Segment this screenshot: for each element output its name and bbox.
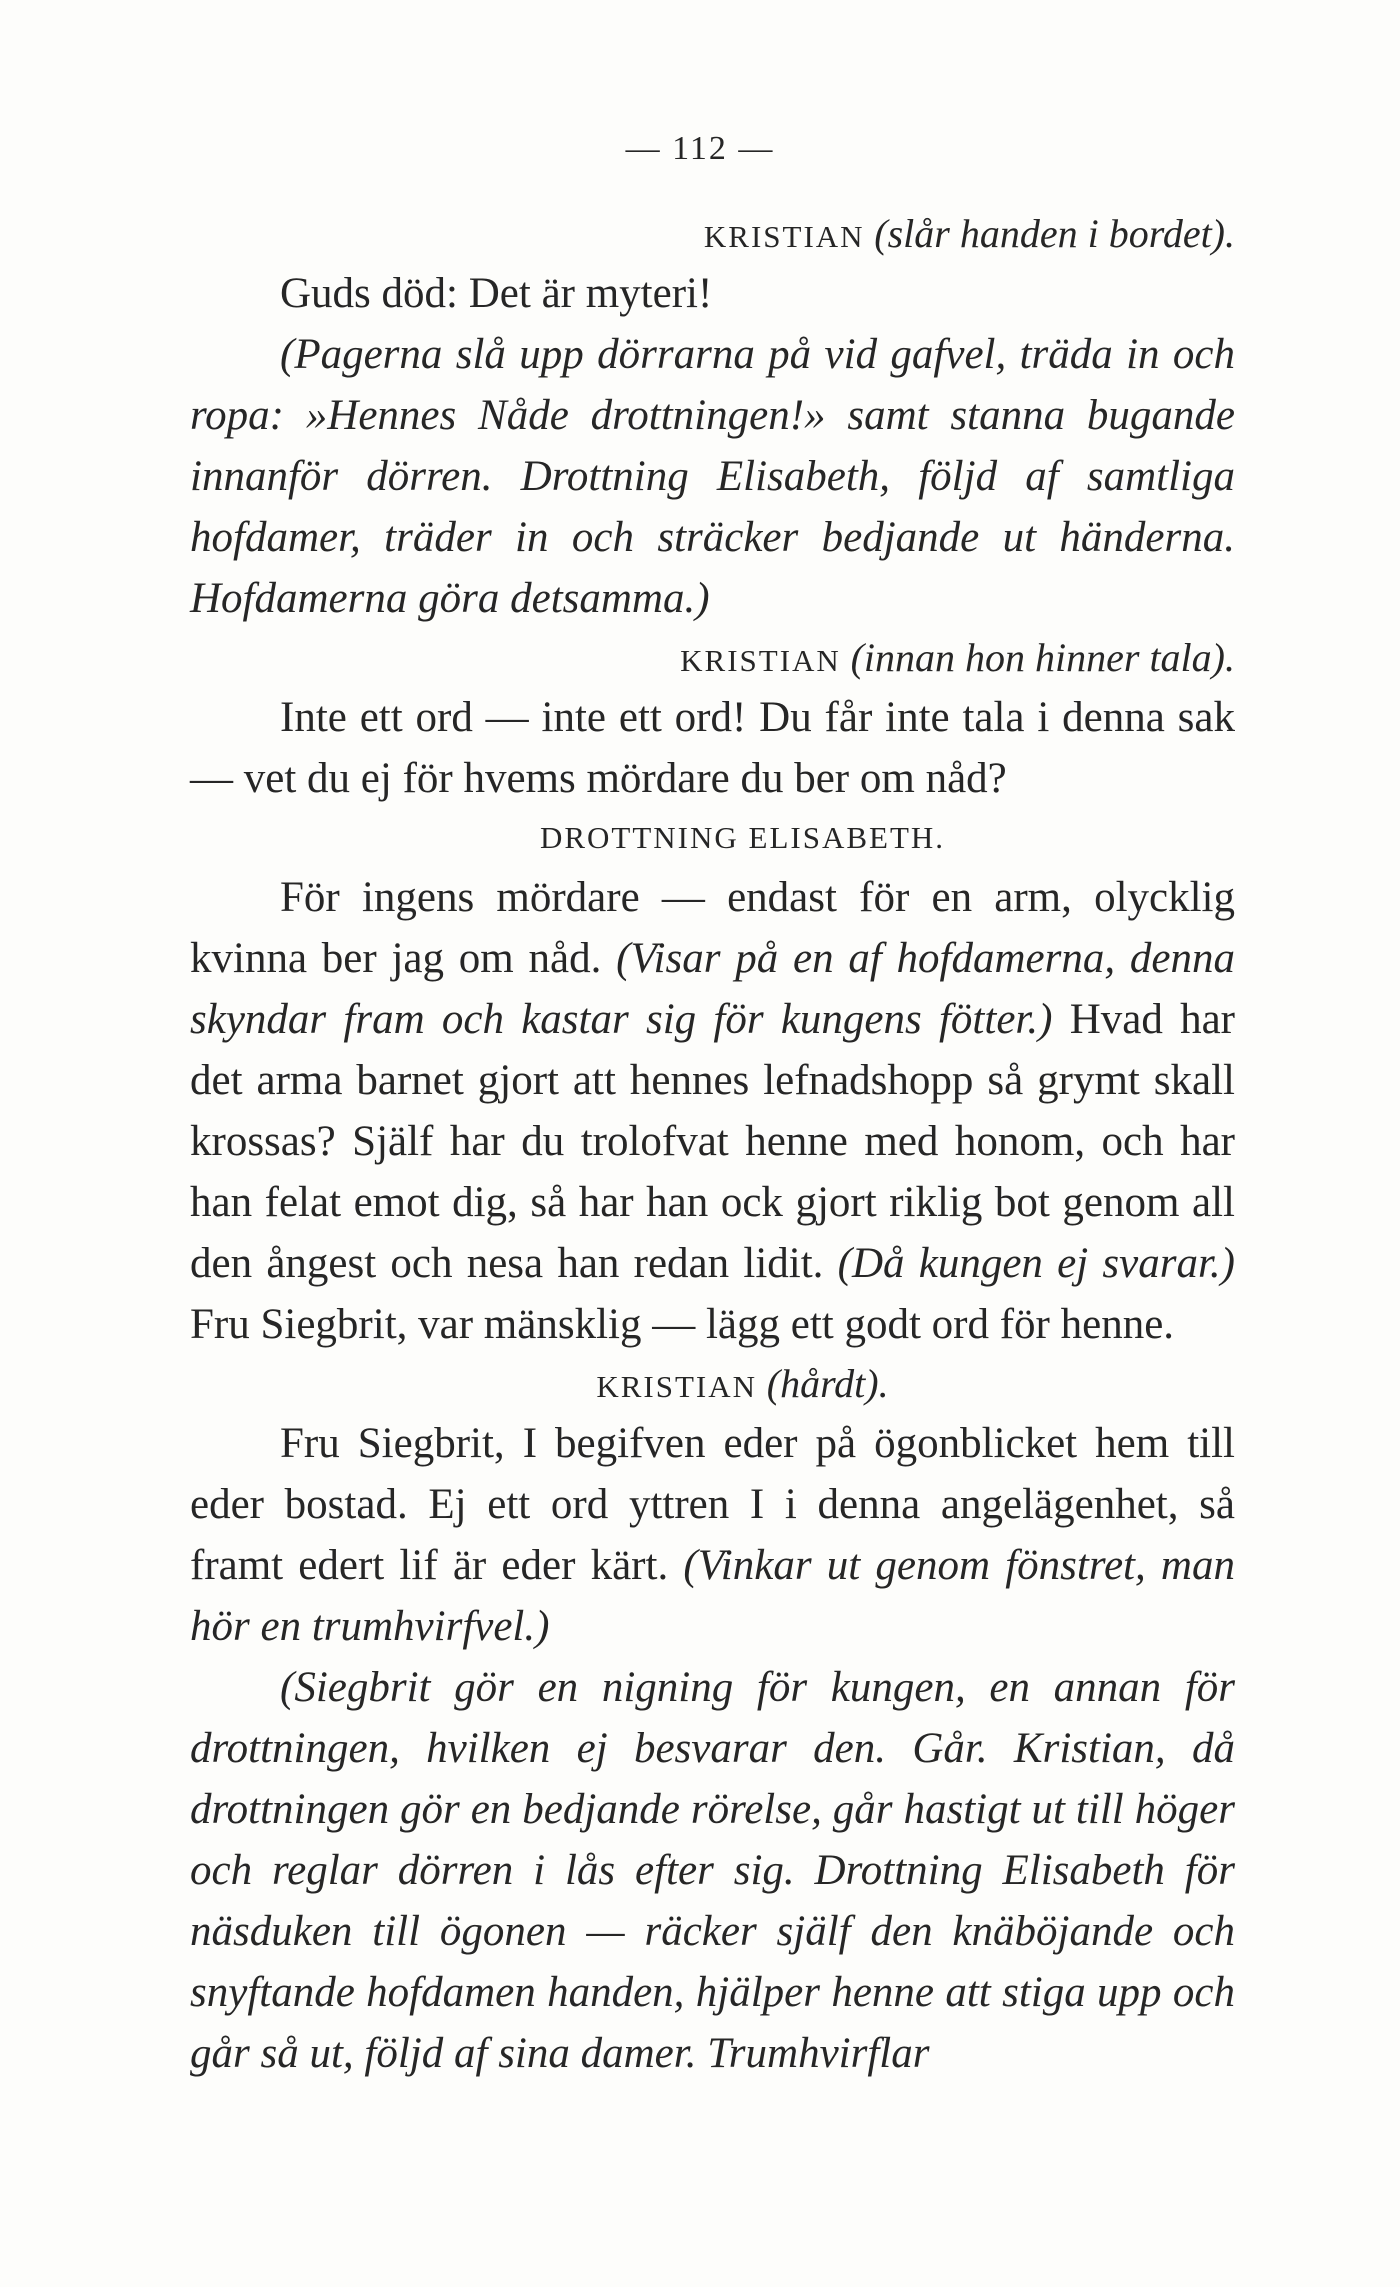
dialogue-text: Fru Siegbrit, I begifven eder på ögonblicket hem till eder bostad. Ej ett ord yttren I i denna angelägenhet, så framt edert lif är eder kärt. xyxy=(190,1420,1235,1589)
stage-direction: (Vinkar ut genom fönstret, man hör en trumhvirfvel.) xyxy=(190,1542,1235,1650)
speaker-heading-kristian-3 xyxy=(190,1355,1235,1413)
dialogue-text: För ingens mördare — endast för en arm, olycklig kvinna ber jag om nåd. xyxy=(190,874,1235,982)
dialogue-paragraph xyxy=(190,867,1235,1355)
stage-direction: (Visar på en af hofdamerna, denna skyndar fram och kastar sig för kungens fötter.) xyxy=(190,935,1235,1043)
speaker-heading-kristian-2 xyxy=(190,629,1235,687)
stage-direction-paragraph: (Siegbrit gör en nigning för kungen, en annan för drottningen, hvilken ej besvarar den. Går. Kristian, då drottningen gör en bedjande rörelse, går hastigt ut till höger och reglar dörren i lås efter sig. Drottning Elisabeth för näsduken till ögonen — räcker själf den knäböjande och snyftande hofdamen handen, hjälper henne att stiga upp och går så ut, följd af sina damer. Trumhvirflar xyxy=(190,1664,1235,2077)
page-number: — 112 — xyxy=(625,130,775,167)
speaker-heading-kristian-1 xyxy=(190,205,1235,263)
dialogue-text: Hvad har det arma barnet gjort att hennes lefnadshopp så grymt skall krossas? Själf har du trolofvat henne med honom, och har han felat emot dig, så har han ock gjort riklig bot genom all den ångest och nesa han redan lidit. xyxy=(190,996,1236,1287)
speaker-heading-elisabeth xyxy=(190,809,1235,867)
page-body xyxy=(190,205,1235,2084)
speaker-name: KRISTIAN xyxy=(703,219,865,254)
speaker-name: KRISTIAN xyxy=(596,1369,758,1404)
dialogue-paragraph: Inte ett ord — inte ett ord! Du får inte tala i denna sak — vet du ej för hvems mördare du ber om nåd? xyxy=(190,694,1235,802)
stage-direction: (Pagerna slå upp dörrarna på vid gafvel, träda in och ropa: »Hennes Nåde drottningen!» samt stanna bugande innanför dörren. Drottning Elisabeth, följd af samtliga hofdamer, träder in och sträcker bedjande ut händerna. Hofdamerna göra detsamma.) xyxy=(190,331,1235,622)
speaker-direction: (slår handen i bordet). xyxy=(874,211,1235,256)
speaker-name: KRISTIAN xyxy=(680,643,841,678)
speaker-direction: (innan hon hinner tala). xyxy=(850,635,1235,680)
dialogue-text: Fru Siegbrit, var mänsklig — lägg ett godt ord för henne. xyxy=(190,1301,1175,1348)
speaker-name: DROTTNING ELISABETH. xyxy=(539,820,946,855)
stage-direction: (Då kungen ej svarar.) xyxy=(837,1240,1235,1287)
speaker-direction: (hårdt). xyxy=(766,1361,889,1406)
dialogue-line: Guds död: Det är myteri! xyxy=(280,270,713,317)
dialogue-paragraph xyxy=(190,1413,1235,1657)
